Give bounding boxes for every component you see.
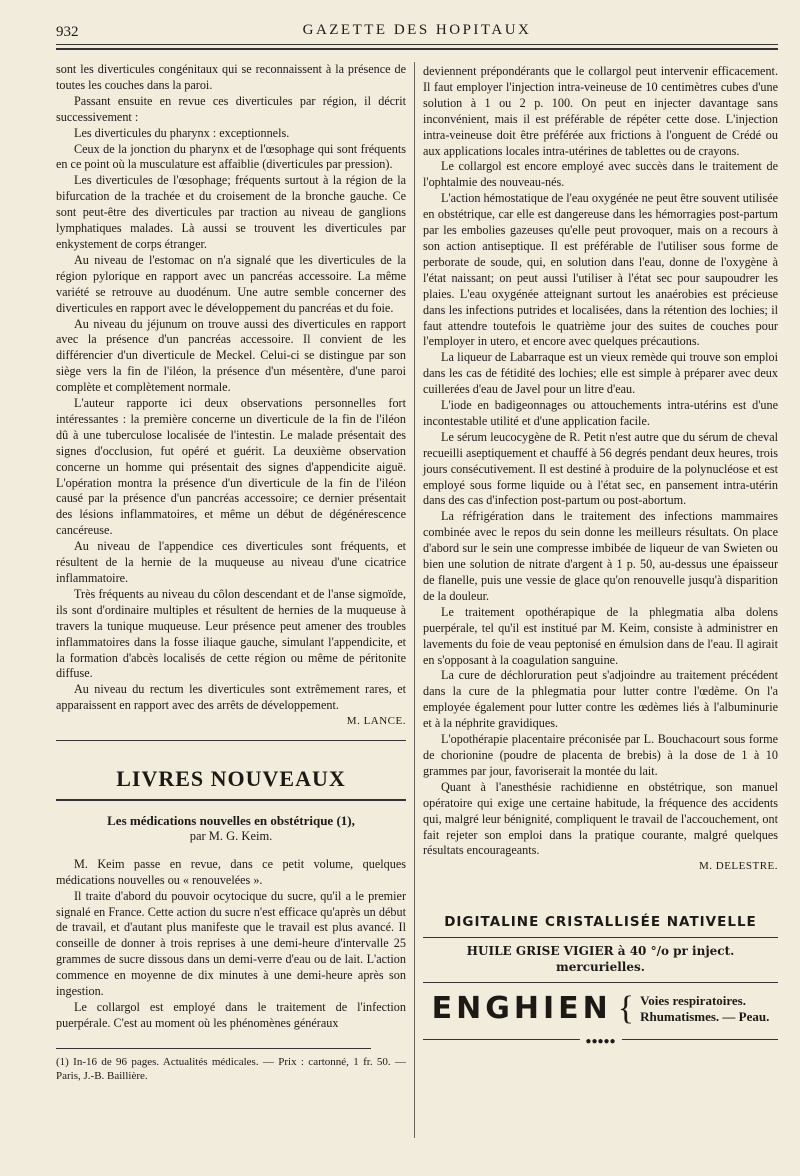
paragraph: Les diverticules du pharynx : exceptionnels. (74, 125, 290, 140)
paragraph: La réfrigération dans le traitement des infections mammaires combinée avec le repos du sein donne les meilleurs résultats. On place d'abord sur le sein une compresse imbibée de liqueur de van Swieten ou bien une solution de nitrate d'argent à 1 p. 50, au-dessus une épaisseur de flanelle, puis une vessie de glace qu'on renouvelle jusqu'à disparition de la douleur. (423, 509, 778, 603)
paragraph: Ceux de la jonction du pharynx et de l'œsophage qui sont fréquents en ce point où la musculature est affaiblie (diverticules par pression). (56, 141, 406, 172)
paragraph: Le traitement opothérapique de la phlegmatia alba dolens puerpérale, tel qu'il est institué par M. Keim, consiste à administrer en lavements du foie de veau peptonisé en émulsion dans de l'eau. Il agirait en s'opposant à la coagulation sanguine. (423, 604, 778, 667)
paragraph: La liqueur de Labarraque est un vieux remède qui trouve son emploi dans les cas de fétidité des lochies; elle est simple à préparer avec deux cuillerées d'eau de Javel pour un litre d'eau. (423, 350, 778, 397)
footnote-rule (56, 1048, 371, 1049)
paragraph: Les diverticules de l'œsophage; fréquents surtout à la région de la bifurcation de la trachée et du croisement de la bronche gauche. Ce sont peut-être des diverticules par traction au niveau de ganglions lymphatiques malades. Là aussi se trouvent les diverticules par enkystement de corps étranger. (56, 173, 406, 251)
author-signature: M. LANCE. (346, 715, 406, 728)
header-rule-thick (56, 48, 778, 50)
ornament-icon: ●●●●● (579, 1034, 621, 1050)
section-rule (56, 740, 406, 741)
section-rule (56, 799, 406, 801)
paragraph: Très fréquents au niveau du côlon descendant et de l'anse sigmoïde, ils sont d'ordinaire multiples et résultent de hernies de la muqueuse à travers la tunique muqueuse. Leur présence peut amener des troubles inflammatoires dans la fosse iliaque gauche, simulant l'appendicite, et la formation d'abcès localisés de cette région ou même de péritonite diffuse. (56, 586, 406, 681)
right-column (423, 64, 778, 1047)
paragraph: Quant à l'anesthésie rachidienne en obstétrique, son manuel opératoire qui exige une certaine habitude, la fréquence des accidents qui, malgré leur bénignité, compliquent le travail de l'accouchement, ont fait rejeter son emploi dans la pratique courante, malgré quelques résultats encourageants. (423, 779, 778, 858)
page-header (56, 18, 778, 42)
paragraph: Au niveau de l'appendice ces diverticules sont fréquents, et résultent de la hernie de la muqueuse au niveau d'une cicatrice inflammatoire. (56, 539, 406, 585)
author-signature: M. DELESTRE. (698, 860, 778, 873)
advertisements (423, 914, 778, 1047)
paragraph: Le sérum leucocygène de R. Petit n'est autre que du sérum de cheval recueilli aseptiquement et chauffé à 56 degrés pendant deux heures, trois jours consécutivement. Il est destiné à produire de la polynucléose et est employé sous forme liquide ou à l'état sec, en pansement intra-utérin dans des cas d'infection post-partum ou post-abortum. (423, 429, 778, 508)
paragraph: Passant ensuite en revue ces diverticules par région, il décrit successivement : (56, 93, 406, 124)
paragraph: sont les diverticules congénitaux qui se reconnaissent à la présence de toutes les couches dans la paroi. (56, 62, 406, 92)
paragraph: Il traite d'abord du pouvoir ocytocique du sucre, qu'il a le premier signalé en France. Cette action du sucre n'est efficace qu'après un début de travail, et d'autant plus manifeste que le travail est plus avancé. Il conseille de donner à trois reprises à une demi-heure d'intervalle 25 grammes de sucre dissous dans un demi-verre d'eau ou de lait. L'action commence en moyenne de dix minutes à une demi-heure après son ingestion. (56, 888, 406, 999)
footnote: (1) In-16 de 96 pages. Actualités médicales. — Prix : cartonné, 1 fr. 50. — Paris, J.-B. Baillière. (56, 1055, 406, 1082)
brace-glyph: { (617, 989, 635, 1027)
paragraph: Le collargol est employé dans le traitement de l'infection puerpérale. C'est au moment où les phénomènes généraux (56, 999, 406, 1030)
ad-enghien-lines (640, 993, 769, 1025)
paragraph: M. Keim passe en revue, dans ce petit volume, quelques médications nouvelles ou « renouvelées ». (56, 856, 406, 887)
left-column (56, 62, 406, 1083)
ad-rule (423, 982, 778, 983)
paragraph: Le collargol est encore employé avec succès dans le traitement de l'ophtalmie des nouveau-nés. (423, 159, 778, 190)
book-title: Les médications nouvelles en obstétrique (1), (107, 812, 355, 828)
paragraph: Au niveau du jéjunum on trouve aussi des diverticules en rapport avec la présence d'un pancréas accessoire. Il convient de les différencier d'un diverticule de Meckel. Celui-ci se distingue par son siège vers la fin de l'iléon, la présence d'un mésentère, d'une paroi complète et complètement normale. (56, 316, 406, 395)
ad-enghien-line1: Voies respiratoires. (640, 992, 746, 1008)
ad-enghien-line2: Rhumatismes. — Peau. (640, 1008, 770, 1024)
paragraph: L'action hémostatique de l'eau oxygénée ne peut être souvent utilisée en obstétrique, car elle est dangereuse dans les hémorragies post-partum par les embolies gazeuses qu'elle peut provoquer, mais on a recours à son action antiseptique. Il est préférable de l'utiliser sous forme de perborate de soude, qui, en solution dans l'eau, donne de l'oxygène à l'état naissant; on peut aussi l'utiliser à l'état sec pour saupoudrer les plaies. L'eau oxygénée atteignant surtout les anaérobies est précieuse dans les infections putrides et localisées, dans la rétention des lochies; il faut attendre toutefois le quatrième jour des suites de couches pour l'employer in utero, et encore avec quelques précautions. (423, 191, 778, 349)
paragraph: Au niveau du rectum les diverticules sont extrêmement rares, et apparaissent en rapport avec des arrêts de développement. (56, 682, 406, 713)
header-rule (56, 44, 778, 45)
section-title: LIVRES NOUVEAUX (116, 766, 346, 792)
paragraph: Au niveau de l'estomac on n'a signalé que les diverticules de la région pylorique en rapport avec un pancréas accessoire. La même variété se retrouve au duodénum. Une autre semble concerner des diverticules en rapport avec le développement du pancréas et du foie. (56, 252, 406, 315)
ad-digitaline: DIGITALINE CRISTALLISÉE NATIVELLE (444, 914, 757, 931)
paragraph: L'iode en badigeonnages ou attouchements intra-utérins est d'une incontestable utilité et d'une application facile. (423, 398, 778, 428)
ad-rule (423, 937, 778, 938)
paragraph: deviennent prépondérants que le collargol peut intervenir efficacement. Il faut employer l'injection intra-veineuse de 10 centimètres cubes d'une solution à 1 ou 2 p. 100. On peut en injecter davantage sans inconvénient, mais il est préférable de répéter cette dose. L'injection intra-veineuse doit être préférée aux frictions à l'onguent de Crédé ou aux applications locales intra-utérines de tablettes ou de crayons. (423, 64, 778, 158)
column-divider (414, 62, 415, 1138)
page-number: 932 (56, 24, 79, 40)
ornament-rule (423, 1035, 778, 1047)
paragraph: L'auteur rapporte ici deux observations personnelles fort intéressantes : la première concerne un diverticule de la fin de l'iléon dû à une tuberculose localisée de l'intestin. Le malade présentait des signes d'occlusion, fut opéré et guérit. La deuxième observation concerne un homme qui présentait des signes d'appendicite aiguë. L'opération montra la présence d'un diverticule de la fin de l'iléon causé par la présence d'un pancréas accessoire; ce dernier présentait des lésions inflammatoires, et même un début de dégénérescence cancéreuse. (56, 396, 406, 538)
ad-huile-grise: HUILE GRISE VIGIER à 40 °/o pr inject. mercurielles. (466, 944, 735, 975)
journal-title: GAZETTE DES HOPITAUX (302, 22, 532, 38)
ad-enghien (423, 989, 778, 1027)
book-author: par M. G. Keim. (189, 828, 273, 843)
paragraph: La cure de déchloruration peut s'adjoindre au traitement précédent dans la cure de la phlegmatia pour lutter contre l'œdème. On l'a employée également pour lutter contre les œdèmes liés à l'albuminurie et à la néphrite gravidiques. (423, 668, 778, 731)
ad-enghien-name: ENGHIEN (431, 990, 612, 1026)
paragraph: L'opothérapie placentaire préconisée par L. Bouchacourt sous forme de chorionine (poudre de placenta de brebis) à la dose de 1 à 10 grammes par jour, favoriserait la montée du lait. (423, 732, 778, 778)
